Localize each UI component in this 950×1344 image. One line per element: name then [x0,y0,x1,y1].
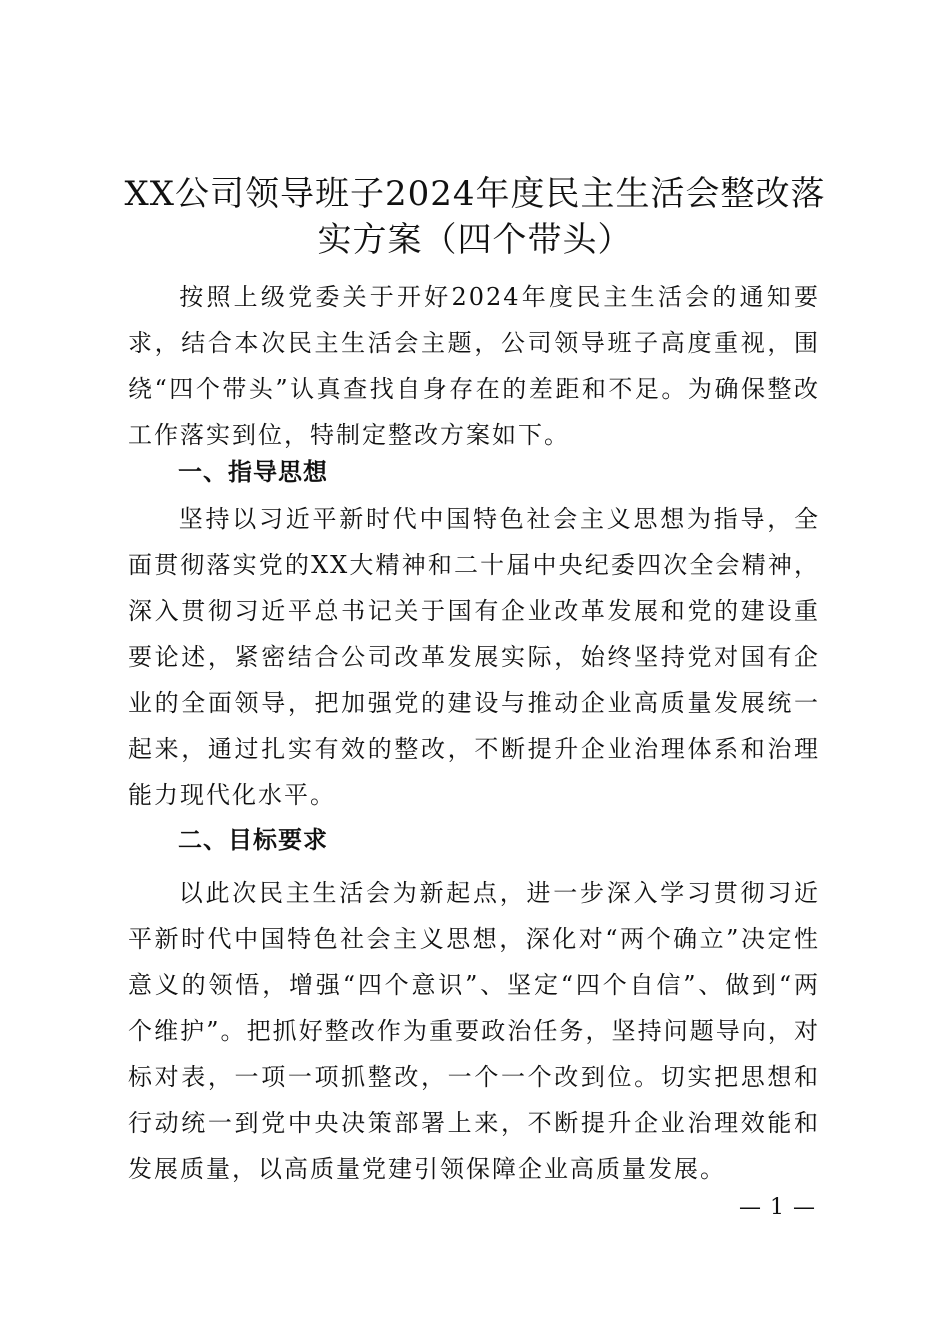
document-title-line-2: 实方案（四个带头） [317,220,633,260]
section-text: 以此次民主生活会为新起点，进一步深入学习贯彻习近平新时代中国特色社会主义思想，深化对“两个确立”决定性意义的领悟，增强“四个意识”、坚定“四个自信”、做到“两个维护”。把抓好整改作为重要政治任务，坚持问题导向，对标对表，一项一项抓整改，一个一个改到位。切实把思想和行动统一到党中央决策部署上来，不断提升企业治理效能和发展质量，以高质量党建引领保障企业高质量发展。 [128,879,820,1183]
document-title-line-1: XX公司领导班子2024年度民主生活会整改落 [124,174,826,214]
section-heading-objectives: 二、目标要求 [178,826,328,854]
intro-text: 按照上级党委关于开好2024年度民主生活会的通知要求，结合本次民主生活会主题，公司领导班子高度重视，围绕“四个带头”认真查找自身存在的差距和不足。为确保整改工作落实到位，特制定整改方案如下。 [128,283,820,449]
section-body-objectives [128,870,820,1192]
section-body-guiding-ideology [128,496,820,818]
section-heading-guiding-ideology: 一、指导思想 [178,458,328,486]
intro-paragraph [128,274,820,458]
section-text: 坚持以习近平新时代中国特色社会主义思想为指导，全面贯彻落实党的XX大精神和二十届中央纪委四次全会精神，深入贯彻习近平总书记关于国有企业改革发展和党的建设重要论述，紧密结合公司改革发展实际，始终坚持党对国有企业的全面领导，把加强党的建设与推动企业高质量发展统一起来，通过扎实有效的整改，不断提升企业治理体系和治理能力现代化水平。 [128,505,820,809]
page-number: — 1 — [739,1195,816,1220]
